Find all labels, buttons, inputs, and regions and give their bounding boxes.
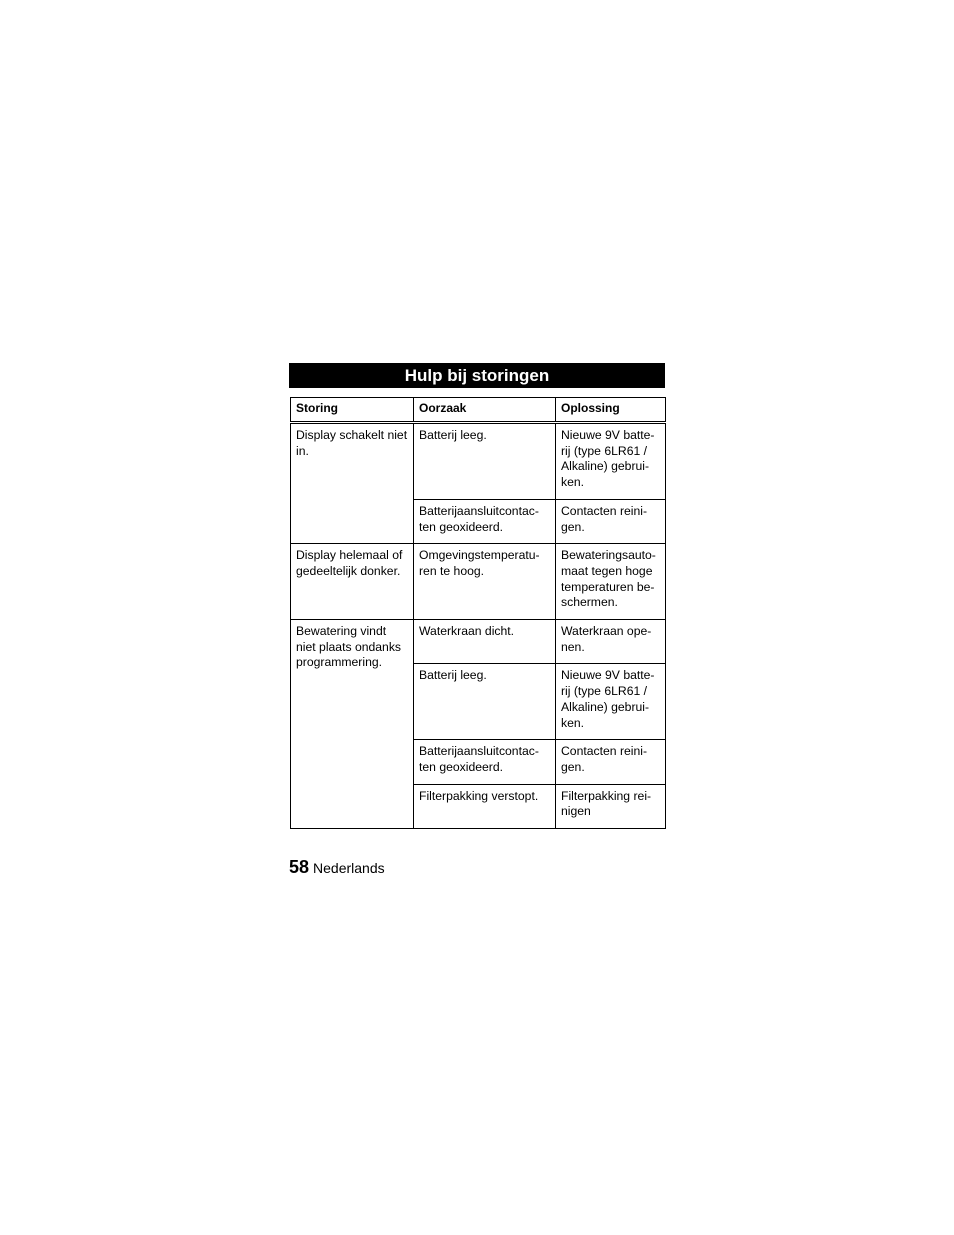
oorzaak-cell: Batterij leeg. [414,664,556,740]
table-row [291,544,666,620]
storing-cell: Display helemaal of gedeeltelijk donker. [291,544,414,620]
oorzaak-cell: Omgevingstemperatu-ren te hoog. [414,544,556,620]
oplossing-cell: Contacten reini-gen. [556,499,666,543]
storing-cell: Display schakelt niet in. [291,423,414,544]
oorzaak-cell: Filterpakking verstopt. [414,784,556,828]
header-oplossing: Oplossing [556,398,666,423]
oplossing-cell: Nieuwe 9V batte-rij (type 6LR61 / Alkaline) gebrui-ken. [556,664,666,740]
oplossing-cell: Nieuwe 9V batte-rij (type 6LR61 / Alkaline) gebrui-ken. [556,423,666,500]
oplossing-cell: Contacten reini-gen. [556,740,666,784]
header-storing: Storing [291,398,414,423]
table-header-row [291,398,666,423]
footer-language: Nederlands [313,860,385,876]
oplossing-cell: Filterpakking rei-nigen [556,784,666,828]
table-row [291,423,666,500]
oorzaak-cell: Batterijaansluitcontac-ten geoxideerd. [414,740,556,784]
oorzaak-cell: Batterij leeg. [414,423,556,500]
page-footer [289,856,385,879]
page-number: 58 [289,857,310,877]
oorzaak-cell: Waterkraan dicht. [414,620,556,664]
oplossing-cell: Waterkraan ope-nen. [556,620,666,664]
oorzaak-cell: Batterijaansluitcontac-ten geoxideerd. [414,499,556,543]
oplossing-cell: Bewateringsauto-maat tegen hoge temperaturen be-schermen. [556,544,666,620]
storing-cell: Bewatering vindt niet plaats ondanks programmering. [291,620,414,829]
troubleshooting-table [290,397,666,829]
table-row [291,620,666,664]
header-oorzaak: Oorzaak [414,398,556,423]
section-title: Hulp bij storingen [289,363,665,388]
